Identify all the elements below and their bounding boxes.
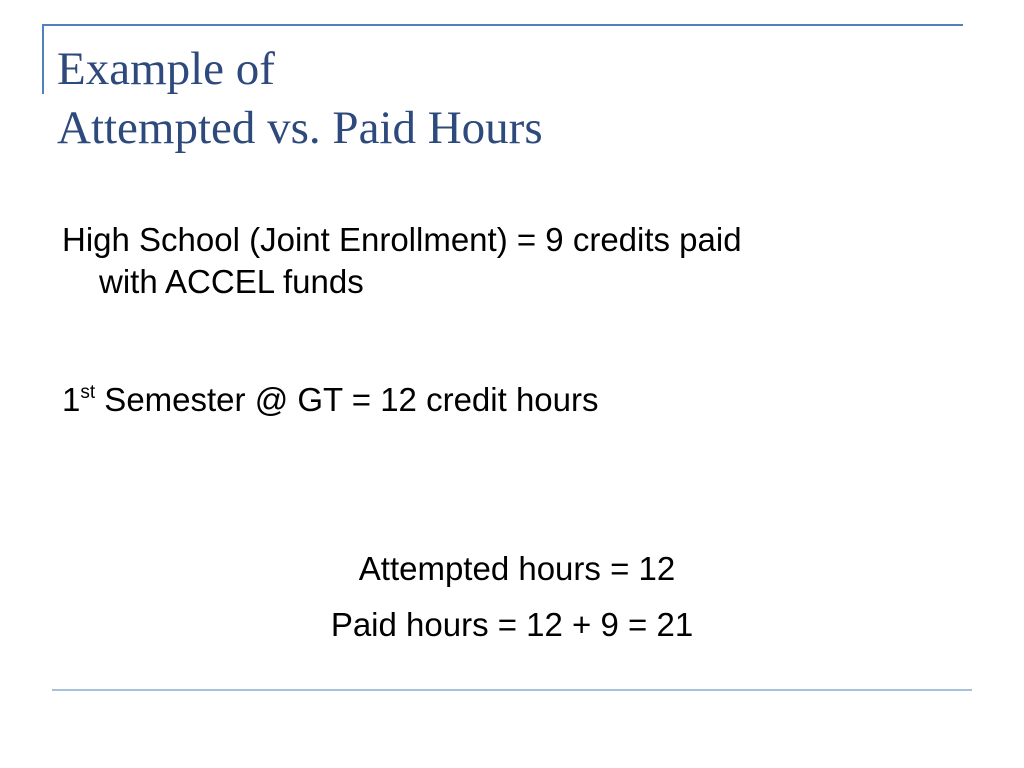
title-line-1: Example of — [57, 43, 275, 95]
attempted-hours-line: Attempted hours = 12 — [358, 550, 676, 587]
joint-enrollment-line-2: with ACCEL funds — [99, 263, 364, 300]
ordinal-superscript: st — [80, 382, 96, 403]
title-line-2: Attempted vs. Paid Hours — [57, 102, 543, 154]
paid-hours-line: Paid hours = 12 + 9 = 21 — [330, 606, 694, 643]
bottom-rule — [52, 689, 972, 691]
slide-title — [57, 40, 543, 158]
top-rule — [42, 24, 963, 26]
left-rule — [42, 24, 44, 94]
first-semester-number: 1 — [62, 381, 81, 418]
first-semester-paragraph — [62, 379, 962, 421]
joint-enrollment-line-1: High School (Joint Enrollment) = 9 credits paid — [62, 221, 742, 258]
joint-enrollment-paragraph — [62, 219, 962, 303]
first-semester-text: Semester @ GT = 12 credit hours — [95, 381, 599, 418]
